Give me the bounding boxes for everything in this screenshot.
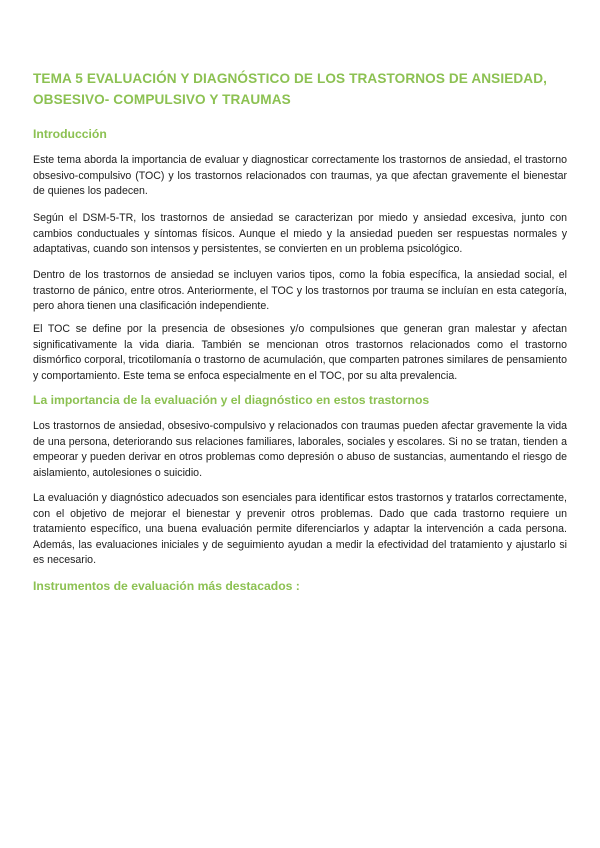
document-title: TEMA 5 EVALUACIÓN Y DIAGNÓSTICO DE LOS TRASTORNOS DE ANSIEDAD, OBSESIVO- COMPULSIVO Y TRAUMAS [33, 71, 547, 107]
paragraph: Dentro de los trastornos de ansiedad se incluyen varios tipos, como la fobia específica, la ansiedad social, el trastorno de pánico, entre otros. Anteriormente, el TOC y los trastornos por trauma se incluían en esta categoría, pero ahora tienen una clasificación independiente. [33, 269, 567, 313]
section-heading-importancia: La importancia de la evaluación y el diagnóstico en estos trastornos [33, 393, 430, 407]
paragraph: Este tema aborda la importancia de evaluar y diagnosticar correctamente los trastornos de ansiedad, el trastorno obsesivo-compulsivo (TOC) y los trastornos relacionados con traumas, ya que afectan gravemente el bienestar de quienes los padecen. [33, 154, 567, 198]
section-heading-instrumentos: Instrumentos de evaluación más destacados : [33, 579, 300, 593]
paragraph: Según el DSM-5-TR, los trastornos de ansiedad se caracterizan por miedo y ansiedad excesiva, junto con cambios conductuales y síntomas físicos. Aunque el miedo y la ansiedad pueden ser respuestas normales y adaptativas, cuando son intensos y persistentes, se convierten en un problema psicológico. [33, 212, 567, 256]
section-heading-introduccion: Introducción [33, 127, 107, 141]
paragraph: El TOC se define por la presencia de obsesiones y/o compulsiones que generan gran malestar y afectan significativamente la vida diaria. También se mencionan otros trastornos relacionados como el trastorno dismórfico corporal, tricotilomanía o trastorno de acumulación, que comparten patrones similares de pensamiento y comportamiento. Este tema se enfoca especialmente en el TOC, por su alta prevalencia. [33, 323, 567, 382]
paragraph: La evaluación y diagnóstico adecuados son esenciales para identificar estos trastornos y tratarlos correctamente, con el objetivo de mejorar el bienestar y prevenir otros problemas. Dado que cada trastorno requiere un tratamiento específico, una buena evaluación permite diferenciarlos y adaptar la intervención a cada persona. Además, las evaluaciones iniciales y de seguimiento ayudan a medir la efectividad del tratamiento y ajustarlo si es necesario. [33, 492, 567, 567]
paragraph: Los trastornos de ansiedad, obsesivo-compulsivo y relacionados con traumas pueden afectar gravemente la vida de una persona, deteriorando sus relaciones familiares, laborales, sociales y escolares. Si no se tratan, tienden a empeorar y pueden derivar en otros problemas como depresión o abuso de sustancias, aumentando el riesgo de aislamiento, autolesiones o suicidio. [33, 420, 567, 479]
